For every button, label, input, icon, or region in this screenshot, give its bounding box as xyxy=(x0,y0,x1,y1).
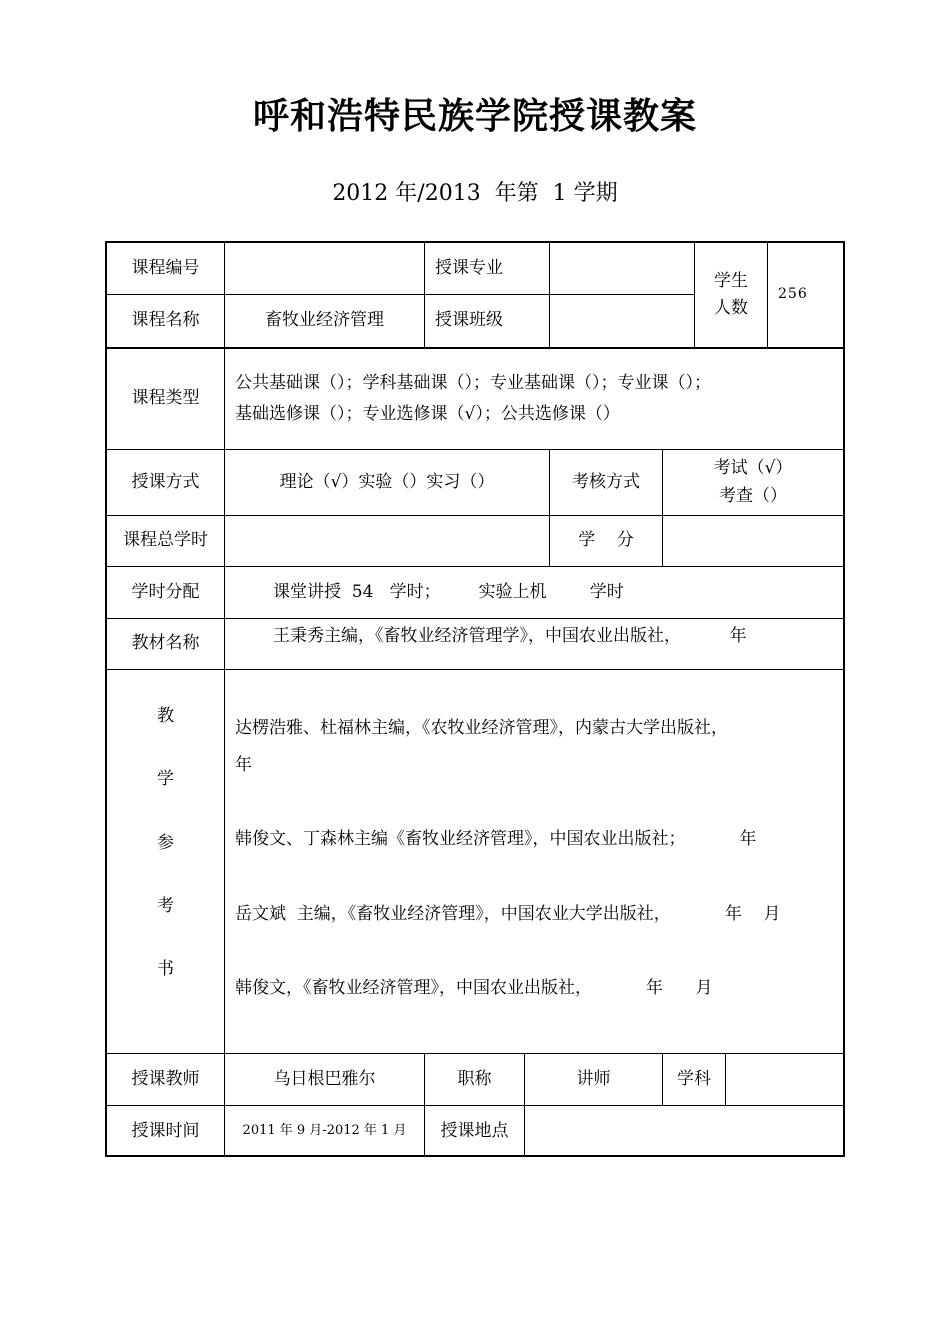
textbook-value: 王秉秀主编，《畜牧业经济管理学》，中国农业出版社， 年 xyxy=(273,626,747,647)
course-type-label: 课程类型 xyxy=(131,388,200,409)
total-hours-label: 课程总学时 xyxy=(123,530,208,551)
reference-item: 韩俊文，《畜牧业经济管理》，中国农业出版社， 年 月 xyxy=(235,978,713,998)
semester-subtitle: 2012 年/2013 年第 1 学期 xyxy=(332,181,618,206)
ref-label-char: 学 xyxy=(157,769,174,790)
course-type-line2: 基础选修课（）；专业选修课（√）；公共选修课（） xyxy=(235,404,620,424)
course-name-value: 畜牧业经济管理 xyxy=(265,310,384,331)
course-code-label: 课程编号 xyxy=(131,257,200,278)
teacher-label: 授课教师 xyxy=(131,1068,200,1089)
students-value: 256 xyxy=(778,286,808,303)
hours-allocation-label: 学时分配 xyxy=(131,581,200,602)
course-type-line1: 公共基础课（）；学科基础课（）；专业基础课（）；专业课（）； xyxy=(235,372,711,393)
students-label-line1: 学生 xyxy=(714,270,748,291)
reference-item: 韩俊文、丁森林主编《畜牧业经济管理》，中国农业出版社； 年 xyxy=(235,829,757,849)
job-title-value: 讲师 xyxy=(576,1068,611,1089)
assessment-label: 考核方式 xyxy=(572,471,640,492)
assessment-line1: 考试（√） xyxy=(713,458,793,479)
ref-label-char: 书 xyxy=(157,959,174,979)
major-value xyxy=(550,243,694,294)
reference-item: 达楞浩雅、杜福林主编，《农牧业经济管理》，内蒙古大学出版社， xyxy=(235,718,728,738)
reference-item: 岳文斌 主编，《畜牧业经济管理》，中国农业大学出版社， 年 月 xyxy=(235,904,781,924)
lesson-plan-table xyxy=(105,241,845,1157)
job-title-label: 职称 xyxy=(457,1068,492,1089)
assessment-value xyxy=(663,450,843,515)
ref-label-char: 参 xyxy=(157,832,174,853)
textbook-label: 教材名称 xyxy=(131,633,200,654)
course-type-options xyxy=(225,349,843,449)
place-label: 授课地点 xyxy=(440,1120,509,1141)
students-label-line2: 人数 xyxy=(714,298,748,318)
class-label: 授课班级 xyxy=(435,310,503,331)
major-label: 授课专业 xyxy=(435,257,503,278)
document-title: 呼和浩特民族学院授课教案 xyxy=(252,96,697,137)
teaching-mode-value: 理论（√）实验（）实习（） xyxy=(279,471,495,492)
references-label xyxy=(107,670,224,1053)
reference-item: 年 xyxy=(235,755,252,775)
credit-label: 学 分 xyxy=(578,530,634,551)
subject-label: 学科 xyxy=(677,1068,711,1089)
course-code-value xyxy=(225,243,424,294)
total-hours-value xyxy=(225,516,549,566)
ref-label-char: 考 xyxy=(157,895,174,916)
assessment-line2: 考查（） xyxy=(719,485,787,506)
hours-allocation-value: 课堂讲授 54 学时； 实验上机 学时 xyxy=(273,581,624,602)
students-label xyxy=(695,243,767,347)
time-label: 授课时间 xyxy=(131,1120,200,1141)
place-value xyxy=(525,1106,843,1157)
class-value xyxy=(550,295,694,347)
teacher-value: 乌日根巴雅尔 xyxy=(273,1068,376,1089)
course-name-label: 课程名称 xyxy=(131,310,200,331)
ref-label-char: 教 xyxy=(157,706,174,726)
teaching-mode-label: 授课方式 xyxy=(131,471,200,492)
credit-value xyxy=(663,516,843,566)
subject-value xyxy=(726,1054,843,1105)
time-value: 2011 年 9 月-2012 年 1 月 xyxy=(242,1123,407,1139)
